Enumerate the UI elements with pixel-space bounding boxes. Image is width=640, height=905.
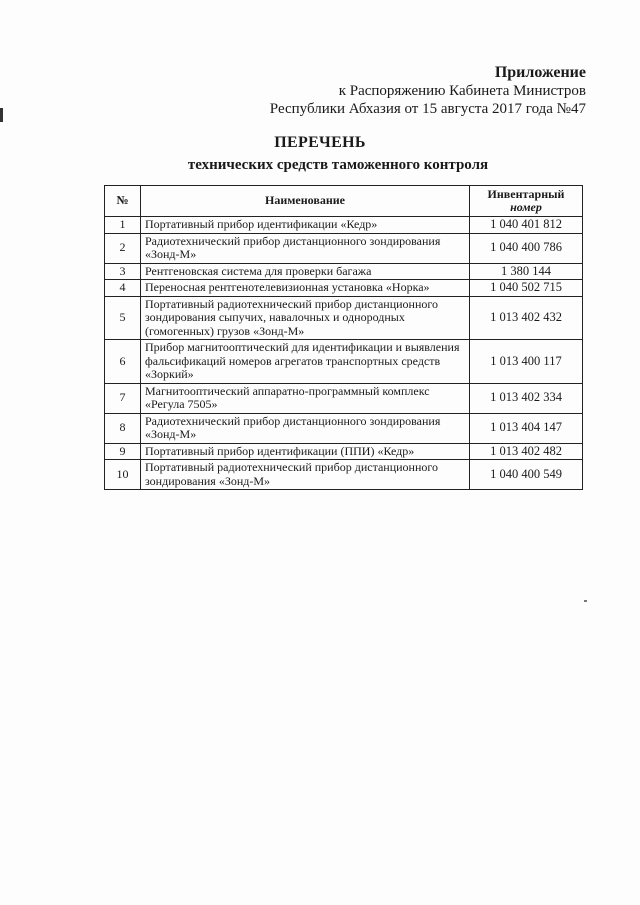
column-header-inventory-line-1: Инвентарный xyxy=(487,186,565,201)
appendix-reference-line-1: к Распоряжению Кабинета Министров xyxy=(338,83,586,99)
row-number-cell: 6 xyxy=(105,340,141,384)
row-name-cell: Рентгеновская система для проверки багажа xyxy=(141,263,470,280)
row-number-cell: 7 xyxy=(105,383,141,413)
table-row xyxy=(105,217,583,234)
row-number-cell: 5 xyxy=(105,296,141,340)
row-number-cell: 3 xyxy=(105,263,141,280)
row-inventory-cell: 1 013 402 482 xyxy=(470,443,583,460)
row-name-cell: Портативный радиотехнический прибор дистанционного зондирования сыпучих, навалочных и однородных (гомогенных) грузов «Зонд-М» xyxy=(141,296,470,340)
table-header-row xyxy=(105,186,583,217)
appendix-header xyxy=(270,64,586,118)
row-inventory-cell: 1 013 402 334 xyxy=(470,383,583,413)
row-inventory-cell: 1 040 400 786 xyxy=(470,233,583,263)
row-name-cell: Портативный прибор идентификации (ППИ) «Кедр» xyxy=(141,443,470,460)
appendix-title: Приложение xyxy=(494,64,586,81)
row-inventory-cell: 1 380 144 xyxy=(470,263,583,280)
row-inventory-cell: 1 040 502 715 xyxy=(470,280,583,297)
equipment-table xyxy=(104,185,583,490)
table-row xyxy=(105,280,583,297)
row-name-cell: Прибор магнитооптический для идентификации и выявления фальсификаций номеров агрегатов транспортных средств «Зоркий» xyxy=(141,340,470,384)
appendix-reference-line-2: Республики Абхазия от 15 августа 2017 года №47 xyxy=(269,101,586,117)
table-row xyxy=(105,340,583,384)
scan-mark xyxy=(0,108,3,122)
column-header-inventory xyxy=(470,186,583,217)
row-name-cell: Радиотехнический прибор дистанционного зондирования «Зонд-М» xyxy=(141,413,470,443)
document-title: ПЕРЕЧЕНЬ xyxy=(274,134,366,151)
table-row xyxy=(105,460,583,490)
table-body xyxy=(105,217,583,490)
row-number-cell: 4 xyxy=(105,280,141,297)
column-header-inventory-line-2: номер xyxy=(510,200,542,214)
row-inventory-cell: 1 013 400 117 xyxy=(470,340,583,384)
table-row xyxy=(105,296,583,340)
row-inventory-cell: 1 040 401 812 xyxy=(470,217,583,234)
table-row xyxy=(105,443,583,460)
row-number-cell: 9 xyxy=(105,443,141,460)
row-name-cell: Радиотехнический прибор дистанционного зондирования «Зонд-М» xyxy=(141,233,470,263)
row-name-cell: Переносная рентгенотелевизионная установка «Норка» xyxy=(141,280,470,297)
row-number-cell: 2 xyxy=(105,233,141,263)
row-name-cell: Магнитооптический аппаратно-программный комплекс «Регула 7505» xyxy=(141,383,470,413)
row-inventory-cell: 1 013 404 147 xyxy=(470,413,583,443)
row-inventory-cell: 1 013 402 432 xyxy=(470,296,583,340)
row-number-cell: 10 xyxy=(105,460,141,490)
scan-mark xyxy=(584,600,587,602)
row-name-cell: Портативный прибор идентификации «Кедр» xyxy=(141,217,470,234)
table-row xyxy=(105,383,583,413)
table-row xyxy=(105,233,583,263)
table-row xyxy=(105,413,583,443)
row-number-cell: 8 xyxy=(105,413,141,443)
row-name-cell: Портативный радиотехнический прибор дистанционного зондирования «Зонд-М» xyxy=(141,460,470,490)
table-row xyxy=(105,263,583,280)
row-number-cell: 1 xyxy=(105,217,141,234)
row-inventory-cell: 1 040 400 549 xyxy=(470,460,583,490)
column-header-name: Наименование xyxy=(141,186,470,217)
document-subtitle: технических средств таможенного контроля xyxy=(187,157,489,173)
column-header-number: № xyxy=(105,186,141,217)
